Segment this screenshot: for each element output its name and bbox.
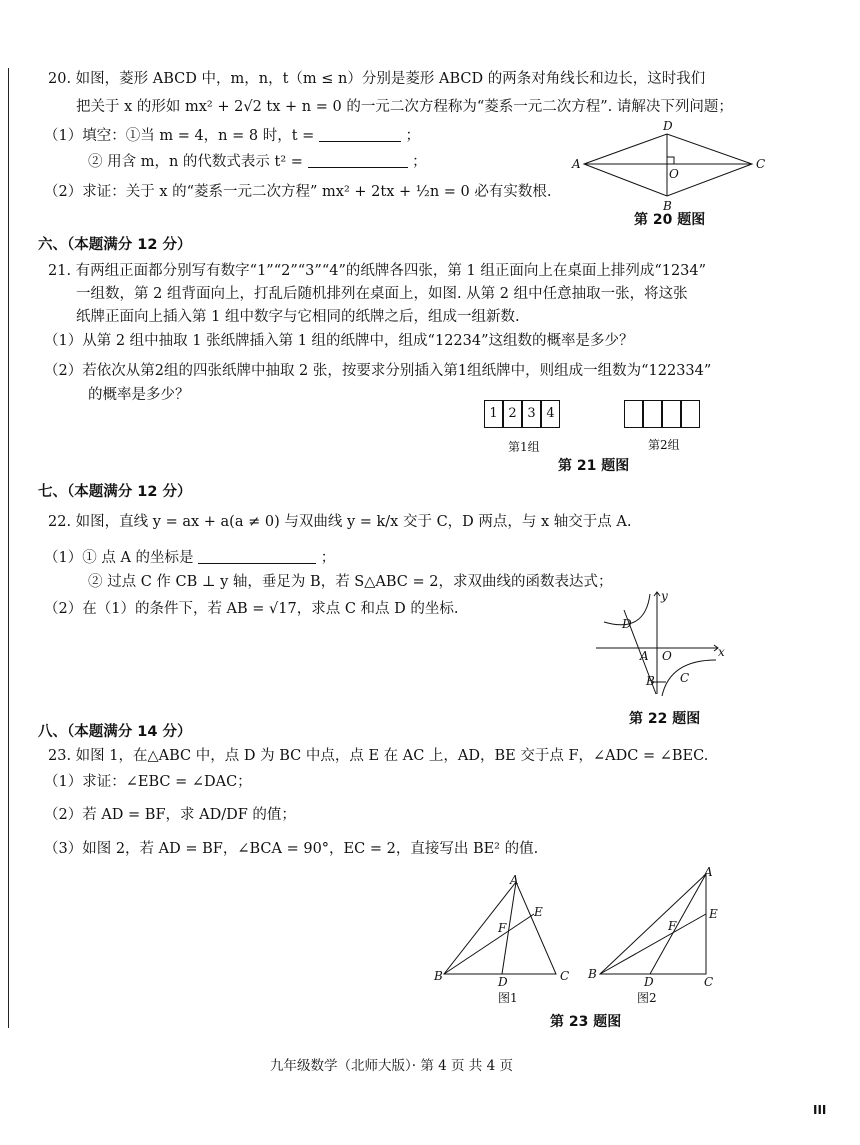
answer-blank[interactable] — [319, 127, 401, 142]
label-C: C — [680, 671, 690, 685]
card-3: 3 — [522, 400, 541, 428]
q20-part1a-end: ； — [405, 128, 421, 144]
label-A: A — [640, 649, 649, 663]
answer-blank[interactable] — [308, 153, 408, 168]
label-F: F — [668, 919, 677, 933]
q20-part1b-text: ② 用含 m，n 的代数式表示 t² = — [88, 154, 303, 170]
label-x: x — [718, 645, 725, 659]
label-A: A — [704, 865, 713, 879]
card-back — [643, 400, 662, 428]
card-back — [681, 400, 700, 428]
q20-line2: 把关于 x 的形如 mx² + 2√2 tx + n = 0 的一元二次方程称为“菱系一元二次方程”. 请解决下列问题； — [76, 99, 733, 115]
q22-part1a-end: ； — [320, 550, 336, 566]
q20-part2: （2）求证：关于 x 的“菱系一元二次方程” mx² + 2tx + ½n = 0 必有实数根. — [44, 184, 552, 200]
group1-label: 第1组 — [508, 440, 540, 454]
label-F: F — [498, 921, 507, 935]
label-C: C — [704, 975, 714, 989]
q23-line1: 23. 如图 1，在△ABC 中，点 D 为 BC 中点，点 E 在 AC 上，AD，BE 交于点 F，∠ADC = ∠BEC. — [48, 748, 709, 764]
q22-part2: （2）在（1）的条件下，若 AB = √17，求点 C 和点 D 的坐标. — [44, 601, 459, 617]
fig2-label: 图2 — [637, 991, 657, 1005]
label-B: B — [663, 199, 672, 213]
q21-part2a: （2）若依次从第2组的四张纸牌中抽取 2 张，按要求分别插入第1组纸牌中，则组成一组数为“122334” — [44, 363, 712, 379]
triangle-figure-1 — [430, 874, 590, 994]
answer-blank[interactable] — [198, 549, 316, 564]
label-O: O — [669, 167, 679, 181]
section-8-heading: 八、（本题满分 14 分） — [38, 724, 192, 740]
q23-part3: （3）如图 2，若 AD = BF，∠BCA = 90°，EC = 2，直接写出 BE² 的值. — [44, 841, 539, 857]
label-E: E — [709, 907, 718, 921]
q22-line1: 22. 如图，直线 y = ax + a(a ≠ 0) 与双曲线 y = k/x 交于 C，D 两点，与 x 轴交于点 A. — [48, 514, 632, 530]
label-D: D — [498, 975, 508, 989]
label-B: B — [646, 674, 655, 688]
card-back — [662, 400, 681, 428]
q21-part2b: 的概率是多少？ — [88, 387, 190, 403]
q20-part1a-text: （1）填空：①当 m = 4，n = 8 时，t = — [44, 128, 315, 144]
q21-line3: 纸牌正面向上插入第 1 组中数字与它相同的纸牌之后，组成一组新数. — [76, 309, 520, 325]
card-4: 4 — [541, 400, 560, 428]
section-7-heading: 七、（本题满分 12 分） — [38, 484, 192, 500]
page-footer: 九年级数学（北师大版）· 第 4 页 共 4 页 — [270, 1058, 513, 1074]
q22-caption: 第 22 题图 — [629, 711, 701, 727]
label-D: D — [663, 119, 673, 133]
q20-line1: 20. 如图，菱形 ABCD 中，m，n，t（m ≤ n）分别是菱形 ABCD 的两条对角线长和边长，这时我们 — [48, 71, 706, 87]
label-y: y — [661, 589, 668, 603]
q22-part1a — [44, 549, 335, 567]
section-6-heading: 六、（本题满分 12 分） — [38, 237, 192, 253]
group2-label: 第2组 — [648, 438, 680, 452]
margin-line — [8, 68, 9, 1028]
q22-part1a-text: （1）① 点 A 的坐标是 — [44, 550, 194, 566]
card-back — [624, 400, 643, 428]
label-B: B — [434, 969, 443, 983]
label-D: D — [622, 617, 632, 631]
label-A: A — [572, 157, 581, 171]
q23-part1: （1）求证：∠EBC = ∠DAC； — [44, 774, 252, 790]
triangle-figure-2 — [588, 866, 738, 996]
hyperbola-figure — [590, 588, 730, 698]
q20-part1b-end: ； — [412, 154, 427, 170]
label-A: A — [510, 873, 519, 887]
q20-part1a — [44, 127, 420, 145]
label-D: D — [644, 975, 654, 989]
fig1-label: 图1 — [498, 991, 518, 1005]
label-C: C — [560, 969, 570, 983]
q22-part1b: ② 过点 C 作 CB ⊥ y 轴，垂足为 B，若 S△ABC = 2，求双曲线的函数表达式； — [88, 574, 613, 590]
label-E: E — [534, 905, 543, 919]
q20-part1b — [88, 153, 427, 171]
page-mark: III — [813, 1103, 827, 1117]
q21-part1: （1）从第 2 组中抽取 1 张纸牌插入第 1 组的纸牌中，组成“12234”这组数的概率是多少？ — [44, 333, 634, 349]
label-C: C — [756, 157, 766, 171]
label-O: O — [662, 649, 672, 663]
rhombus-figure — [570, 118, 770, 218]
q20-caption: 第 20 题图 — [634, 212, 706, 228]
q21-caption: 第 21 题图 — [558, 458, 630, 474]
q23-caption: 第 23 题图 — [550, 1014, 622, 1030]
q23-part2: （2）若 AD = BF，求 AD/DF 的值； — [44, 807, 296, 823]
card-2: 2 — [503, 400, 522, 428]
card-1: 1 — [484, 400, 503, 428]
label-B: B — [588, 967, 597, 981]
q21-line1: 21. 有两组正面都分别写有数字“1”“2”“3”“4”的纸牌各四张，第 1 组正面向上在桌面上排列成“1234” — [48, 263, 707, 279]
q21-line2: 一组数，第 2 组背面向上，打乱后随机排列在桌面上，如图. 从第 2 组中任意抽取一张，将这张 — [76, 286, 688, 302]
